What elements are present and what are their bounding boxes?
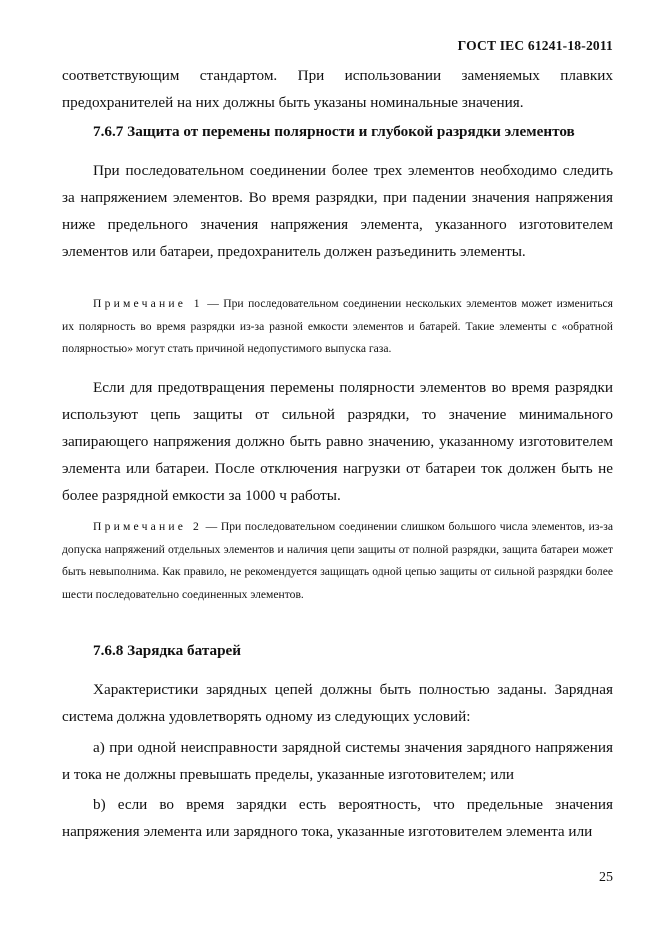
list-item-a [62, 734, 613, 788]
page-header-standard: ГОСТ IEC 61241-18-2011 [457, 38, 613, 53]
page-number: 25 [599, 870, 613, 885]
section-heading-7-6-8 [62, 642, 613, 660]
paragraph-cell-voltage [62, 157, 613, 265]
note-label: Примечание 1 [93, 297, 203, 310]
section-heading-7-6-7 [62, 123, 613, 141]
paragraph-continuation [62, 62, 613, 116]
note-dash: — [202, 297, 224, 310]
note-text: При последовательном соединении нескольких элементов может измениться их полярность во время разрядки из-за разной емкости элементов и батарей. Такие элементы с «обратной полярностью» могут стать причиной недопустимого выпуска газа. [62, 297, 613, 356]
note-label: Примечание 2 [93, 520, 202, 533]
paragraph-charging-circuits [62, 676, 613, 730]
note-text: При последовательном соединении слишком большого числа элементов, из-за допуска напряжений отдельных элементов и наличия цепи защиты от полной разрядки, защита батареи может быть невыполнима. Как правило, не рекомендуется защищать одной цепью защиты от сильной разрядки более шести последовательно соединенных элементов. [62, 520, 613, 602]
note-1 [62, 293, 613, 361]
paragraph-text: b) если во время зарядки есть вероятность, что предельные значения напряжения элемента или зарядного тока, указанные изготовителем элемента или [62, 796, 613, 840]
heading-text: 7.6.8 Зарядка батарей [93, 642, 242, 659]
paragraph-text: При последовательном соединении более трех элементов необходимо следить за напряжением элементов. Во время разрядки, при падении значения напряжения ниже предельного значения напряжения элемента, указанного изготовителем элементов или батареи, предохранитель должен разъединить элементы. [62, 162, 613, 260]
heading-text: 7.6.7 Защита от перемены полярности и глубокой разрядки элементов [93, 123, 575, 140]
note-dash: — [201, 520, 221, 533]
paragraph-protection-circuit [62, 374, 613, 509]
paragraph-text: Характеристики зарядных цепей должны быть полностью заданы. Зарядная система должна удовлетворять одному из следующих условий: [62, 681, 613, 725]
paragraph-text: соответствующим стандартом. При использовании заменяемых плавких предохранителей на них должны быть указаны номинальные значения. [62, 67, 613, 111]
note-2 [62, 516, 613, 607]
paragraph-text: Если для предотвращения перемены полярности элементов во время разрядки используют цепь защиты от сильной разрядки, то значение минимального запирающего напряжения должно быть равно значению, указанному изготовителем элемента или батареи. После отключения нагрузки от батареи ток должен быть не более разрядной емкости за 1000 ч работы. [62, 379, 613, 504]
list-item-b [62, 791, 613, 845]
paragraph-text: а) при одной неисправности зарядной системы значения зарядного напряжения и тока не должны превышать пределы, указанные изготовителем; или [62, 739, 613, 783]
